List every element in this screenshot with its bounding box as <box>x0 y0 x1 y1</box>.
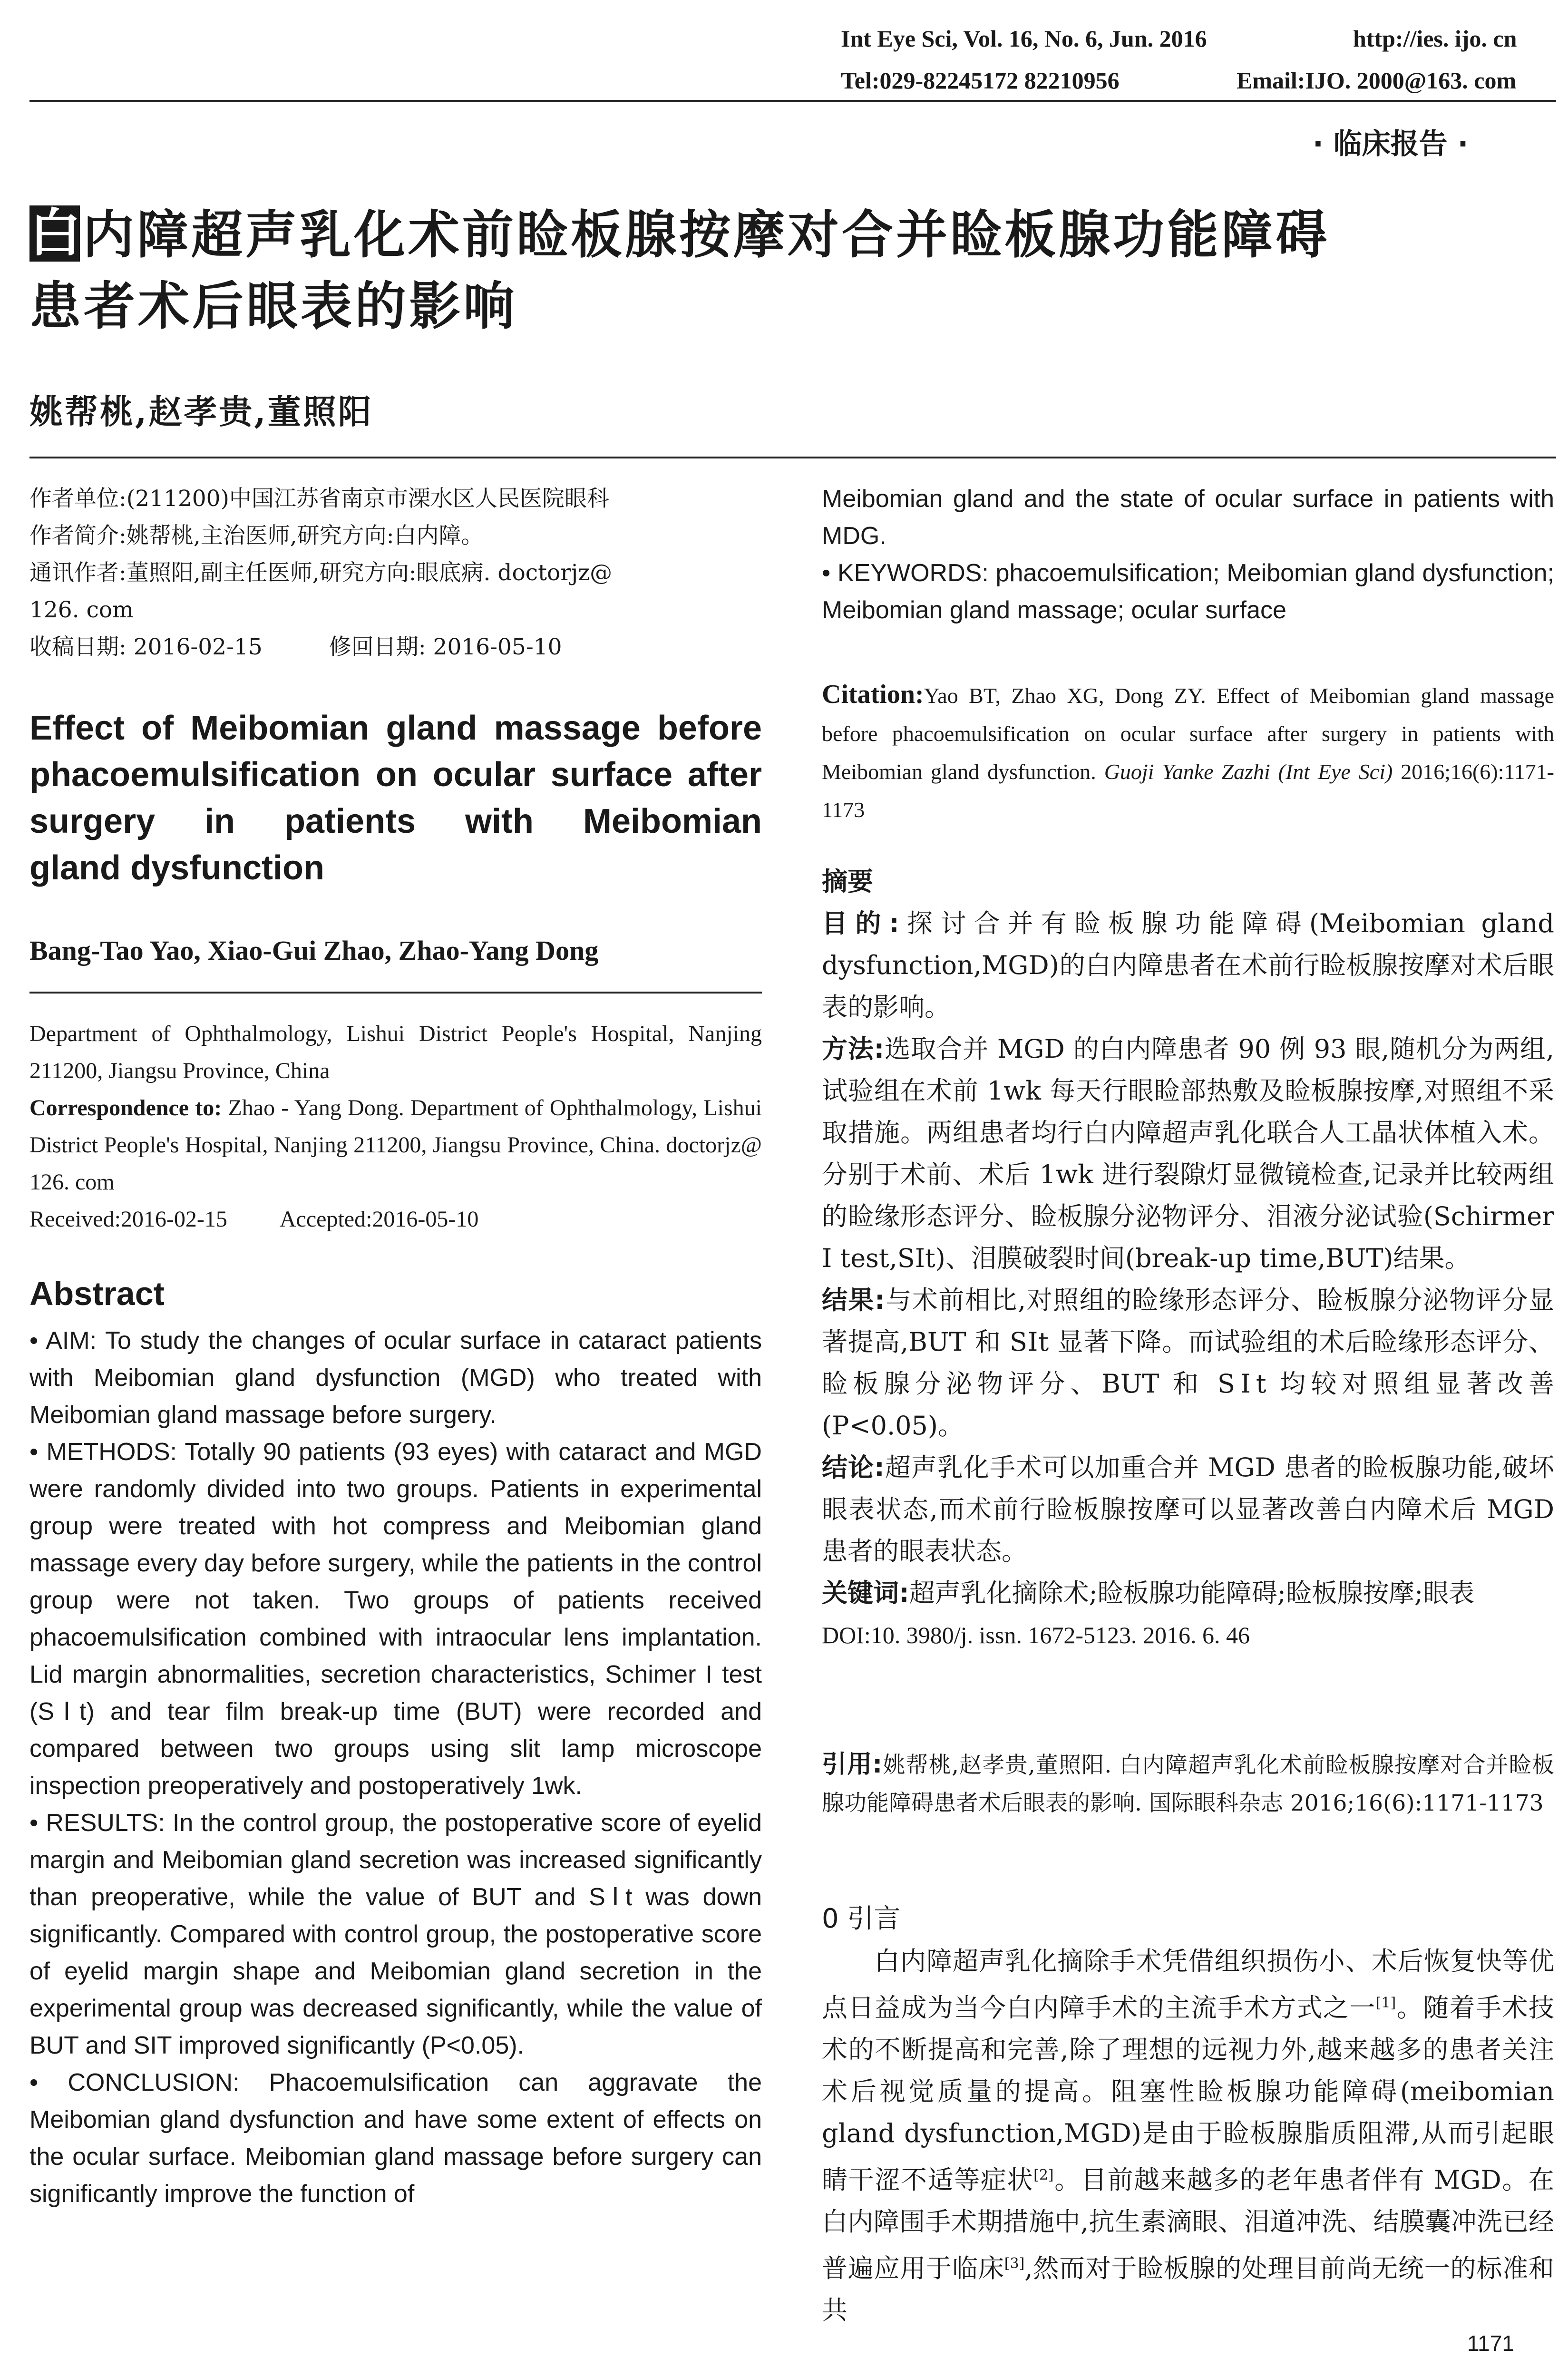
cn-abstract <box>822 861 1554 1656</box>
title-line2: 患者术后眼表的影响 <box>29 277 518 336</box>
cn-results-label: 结果: <box>822 1285 885 1315</box>
intro-text-d: ,然而对于睑板腺的处理目前尚无统一的标准和共 <box>822 2253 1554 2325</box>
citation-text: Yao BT, Zhao XG, Dong ZY. Effect of Meibomian gland massage before phacoemulsification on ocular surface after surgery in patients with Meibomian gland dysfunction. <box>822 683 1554 784</box>
section-label: · 临床报告 · <box>1313 127 1469 161</box>
english-title-line3: surgery in patients with Meibomian <box>29 802 762 840</box>
header-rule <box>29 100 1556 102</box>
cn-methods-label: 方法: <box>822 1034 885 1064</box>
doi: DOI:10. 3980/j. issn. 1672-5123. 2016. 6. 46 <box>822 1622 1250 1648</box>
ref-3[interactable]: [3] <box>1004 2255 1025 2272</box>
en-accepted: Accepted:2016-05-10 <box>279 1207 479 1232</box>
abstract-results: • RESULTS: In the control group, the postoperative score of eyelid margin and Meibomian gland secretion was increased significantly than preoperative, while the value of BUT and SⅠt was down significantly. Compared with control group, the postoperative score of eyelid margin shape and Meibomian gland secretion in the experimental group was decreased significantly, while the value of BUT and SIT improved significantly (P<0.05). <box>29 1809 762 2059</box>
citation-tail: 2016;16(6):1171-1173 <box>822 760 1555 822</box>
english-title <box>29 705 762 891</box>
cn-correspondence-email: 126. com <box>29 597 134 623</box>
english-title-line1: Effect of Meibomian gland massage before <box>29 709 762 747</box>
authors-en: Bang-Tao Yao, Xiao-Gui Zhao, Zhao-Yang Dong <box>29 935 599 966</box>
en-corr-label: Correspondence to: <box>29 1095 222 1120</box>
english-title-line2: phacoemulsification on ocular surface after <box>29 756 762 794</box>
cn-citation-text: 姚帮桃,赵孝贵,董照阳. 白内障超声乳化术前睑板腺按摩对合并睑板腺功能障碍患者术后眼表的影响. 国际眼科杂志 2016;16(6):1171-1173 <box>822 1752 1554 1816</box>
abstract-aim: • AIM: To study the changes of ocular surface in cataract patients with Meibomian gland dysfunction (MGD) who treated with Meibomian gland massage before surgery. <box>29 1327 762 1429</box>
page-number: 1171 <box>1467 2331 1514 2356</box>
journal-tel: Tel:029-82245172 82210956 <box>841 67 1120 94</box>
en-meta <box>29 1015 762 1238</box>
cn-meta <box>29 480 762 666</box>
citation-block <box>822 675 1554 829</box>
cn-citation-label: 引用: <box>822 1750 883 1779</box>
cn-bio: 作者简介:姚帮桃,主治医师,研究方向:白内障。 <box>29 523 484 549</box>
intro-text-a: 白内障超声乳化摘除手术凭借组织损伤小、术后恢复快等优点日益成为当今白内障手术的主流手术方式之一 <box>822 1946 1554 2023</box>
cn-correspondence: 通讯作者:董照阳,副主任医师,研究方向:眼底病. doctorjz@ <box>29 560 613 586</box>
en-department: Department of Ophthalmology, Lishui District People's Hospital, Nanjing 211200, Jiangsu Province, China <box>29 1021 762 1083</box>
cn-methods: 选取合并 MGD 的白内障患者 90 例 93 眼,随机分为两组,试验组在术前 1wk 每天行眼睑部热敷及睑板腺按摩,对照组不采取措施。两组患者均行白内障超声乳化联合人工晶状体植入术。分别于术前、术后 1wk 进行裂隙灯显微镜检查,记录并比较两组的睑缘形态评分、睑板腺分泌物评分、泪液分泌试验(Schirmer Ⅰ test,SⅠt)、泪膜破裂时间(break-up time,BUT)结果。 <box>822 1034 1554 1273</box>
abstract-heading: Abstract <box>29 1275 165 1312</box>
ref-2[interactable]: [2] <box>1033 2167 1054 2183</box>
page-title <box>29 200 1556 342</box>
authors-rule <box>29 457 1556 458</box>
authors-en-rule <box>29 992 762 994</box>
cn-aim: 探讨合并有睑板腺功能障碍(Meibomian gland dysfunction,MGD)的白内障患者在术前行睑板腺按摩对术后眼表的影响。 <box>822 908 1554 1022</box>
journal-website: http://ies. ijo. cn <box>1353 25 1517 52</box>
en-corr-text: Zhao - Yang Dong. Department of Ophthalmology, Lishui District People's Hospital, Nanjing 211200, Jiangsu Province, China. doctorjz@ 126. com <box>29 1095 762 1195</box>
cn-results: 与术前相比,对照组的睑缘形态评分、睑板腺分泌物评分显著提高,BUT 和 SⅠt 显著下降。而试验组的术后睑缘形态评分、睑板腺分泌物评分、BUT 和 SⅠt 均较对照组显著改善(P<0.05)。 <box>822 1285 1554 1441</box>
ref-1[interactable]: [1] <box>1375 1995 1396 2011</box>
citation-label: Citation: <box>822 680 924 709</box>
abstract-continued <box>822 480 1554 629</box>
journal-email: Email:IJO. 2000@163. com <box>1237 67 1517 94</box>
title-line1: 内障超声乳化术前睑板腺按摩对合并睑板腺功能障碍 <box>83 205 1330 265</box>
abstract-conclusion-end: Meibomian gland and the state of ocular surface in patients with MDG. <box>822 485 1554 550</box>
journal-info: Int Eye Sci, Vol. 16, No. 6, Jun. 2016 <box>841 25 1207 52</box>
cn-keywords: 超声乳化摘除术;睑板腺功能障碍;睑板腺按摩;眼表 <box>909 1578 1475 1608</box>
authors-cn: 姚帮桃,赵孝贵,董照阳 <box>29 392 373 431</box>
intro-paragraph <box>822 1940 1554 2331</box>
cn-conclusion-label: 结论: <box>822 1452 885 1482</box>
abstract-methods: • METHODS: Totally 90 patients (93 eyes) with cataract and MGD were randomly divided into two groups. Patients in experimental group were treated with hot compress and Meibomian gland massage every day before surgery, while the patients in the control group were not taken. Two groups of patients received phacoemulsification combined with intraocular lens implantation. Lid margin abnormalities, secretion characteristics, Schimer I test (SⅠt) and tear film break-up time (BUT) were recorded and compared between two groups using slit lamp microscope inspection preoperatively and postoperatively 1wk. <box>29 1438 762 1800</box>
cn-received: 收稿日期: 2016-02-15 <box>29 634 263 660</box>
intro-text-b: 。随着手术技术的不断提高和完善,除了理想的远视力外,越来越多的患者关注术后视觉质量的提高。阻塞性睑板腺功能障碍(meibomian gland dysfunction,MGD)是由于睑板腺脂质阻滞,从而引起眼睛干涩不适等症状 <box>822 1993 1555 2195</box>
cn-revised: 修回日期: 2016-05-10 <box>329 634 562 660</box>
citation-journal: Guoji Yanke Zazhi (Int Eye Sci) <box>1104 760 1393 784</box>
abstract-conclusion: • CONCLUSION: Phacoemulsification can aggravate the Meibomian gland dysfunction and have some extent of effects on the ocular surface. Meibomian gland massage before surgery can significantly improve the function of <box>29 2069 762 2208</box>
abstract-keywords: • KEYWORDS: phacoemulsification; Meibomian gland dysfunction; Meibomian gland massage; ocular surface <box>822 559 1554 624</box>
abstract-body <box>29 1322 762 2212</box>
title-first-char: 白 <box>29 204 84 263</box>
intro-heading: 0 引言 <box>822 1903 901 1934</box>
english-title-line4: gland dysfunction <box>29 849 324 887</box>
intro-text-c: 。目前越来越多的老年患者伴有 MGD。在白内障围手术期措施中,抗生素滴眼、泪道冲洗、结膜囊冲洗已经普遍应用于临床 <box>822 2165 1555 2283</box>
cn-keywords-label: 关键词: <box>822 1578 909 1608</box>
en-received: Received:2016-02-15 <box>29 1207 227 1232</box>
cn-aim-label: 目的: <box>822 908 899 938</box>
cn-affiliation: 作者单位:(211200)中国江苏省南京市溧水区人民医院眼科 <box>29 486 609 512</box>
cn-citation <box>822 1745 1554 1822</box>
cn-abstract-heading: 摘要 <box>822 867 873 896</box>
cn-conclusion: 超声乳化手术可以加重合并 MGD 患者的睑板腺功能,破坏眼表状态,而术前行睑板腺按摩可以显著改善白内障术后 MGD 患者的眼表状态。 <box>822 1452 1554 1566</box>
